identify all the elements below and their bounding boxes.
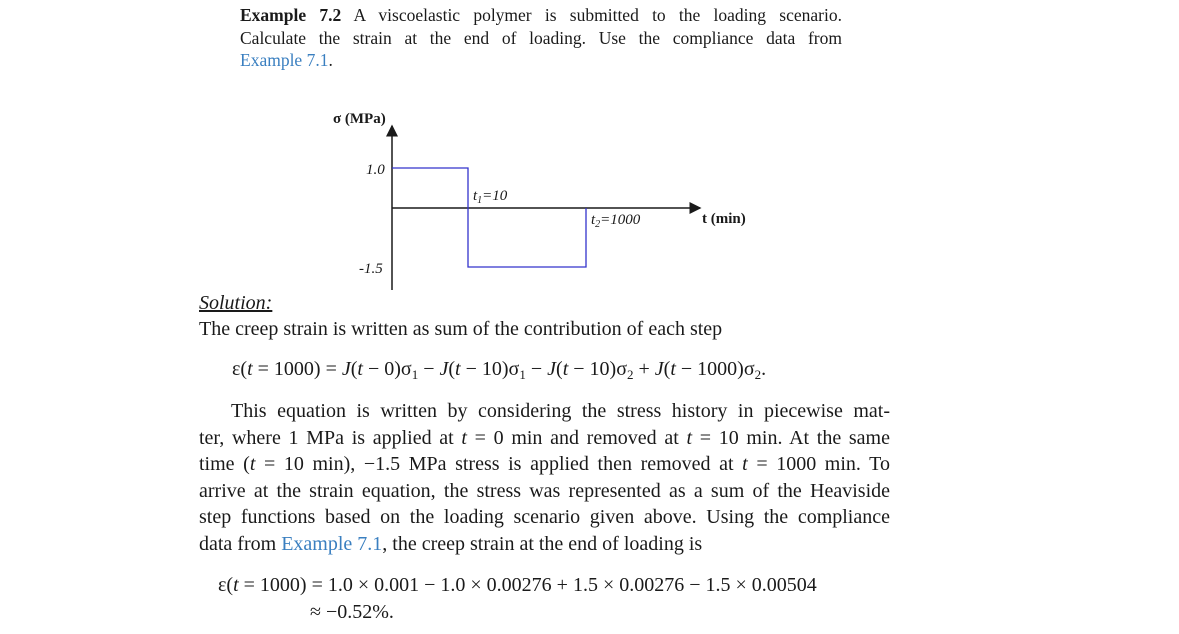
t1-label: [473, 188, 508, 206]
negative-stress-step: [468, 208, 586, 267]
eq1-part: − 1000)σ: [675, 358, 755, 380]
para-var: t: [742, 453, 748, 475]
example-7-1-link[interactable]: Example 7.1: [240, 50, 329, 70]
para-line-4: arrive at the strain equation, the stress was represented as a sum of the Heaviside: [199, 479, 890, 502]
eq1-part: .: [761, 358, 767, 380]
eq1-var: t: [357, 358, 363, 380]
t1-symbol: t: [473, 188, 478, 204]
positive-stress-step: [392, 168, 468, 208]
tick-label-bottom: -1.5: [359, 261, 383, 277]
eq1-part: − 0)σ: [362, 358, 412, 380]
x-axis-label: t (min): [702, 211, 746, 227]
eq1-part: ε(: [232, 358, 248, 380]
para-text: ter, where 1 MPa is applied at: [199, 426, 462, 449]
example-title: Example 7.2: [240, 5, 342, 25]
eq1-part: (: [663, 358, 671, 380]
para-text: = 10 min. At the same: [692, 426, 890, 449]
para-text: data from: [199, 532, 282, 555]
example-period: .: [328, 50, 333, 70]
t2-symbol: t: [591, 212, 596, 228]
eq1-part: = 1000) =: [252, 358, 342, 380]
eq1-part: −: [525, 358, 548, 380]
eq1-var: t: [562, 358, 569, 380]
eq2-part: ε(: [218, 574, 234, 596]
eq2-var: t: [233, 574, 239, 596]
y-axis-label: σ (MPa): [333, 111, 386, 127]
example-7-1-link[interactable]: Example 7.1: [281, 532, 383, 555]
para-text: , the creep strain at the end of loading is: [382, 532, 703, 555]
t2-label: [591, 212, 641, 230]
explanation-paragraph: [199, 398, 890, 557]
eq1-var: J: [654, 358, 664, 380]
eq1-subscript: 2: [754, 367, 762, 382]
eq1-subscript: 1: [519, 367, 526, 382]
example-line-2: Calculate the strain at the end of loading. Use the compliance data from: [240, 27, 842, 48]
para-line-1: This equation is written by considering the stress history in piecewise mat-: [231, 400, 890, 422]
para-var: t: [249, 453, 256, 475]
eq1-subscript: 2: [626, 367, 634, 382]
eq1-part: (: [448, 358, 456, 380]
eq1-var: J: [547, 358, 557, 380]
para-text: = 1000 min. To: [747, 453, 890, 475]
strain-result-equation: [218, 574, 817, 597]
eq2-part: = 1000) = 1.0 × 0.001 − 1.0 × 0.00276 + 1.5 × 0.00276 − 1.5 × 0.00504: [238, 574, 817, 596]
eq1-part: (: [350, 358, 358, 380]
eq1-part: (: [556, 358, 563, 380]
t2-subscript: 2: [595, 219, 601, 230]
t1-value: =10: [482, 188, 508, 204]
eq1-var: t: [670, 358, 676, 380]
strain-result-value: ≈ −0.52%.: [310, 601, 394, 623]
t1-subscript: 1: [477, 195, 483, 206]
eq1-var: t: [247, 358, 253, 380]
eq1-var: J: [439, 358, 449, 380]
eq1-var: J: [341, 358, 351, 380]
para-var: t: [686, 426, 693, 449]
creep-strain-equation: [232, 358, 766, 381]
para-line-3: [199, 451, 890, 478]
eq1-part: +: [633, 358, 655, 380]
para-var: t: [461, 426, 467, 449]
solution-heading: Solution:: [199, 292, 273, 314]
para-text: time (: [199, 453, 250, 475]
para-line-5: step functions based on the loading scenario given above. Using the compliance: [199, 506, 890, 528]
para-text: = 0 min and removed at: [466, 426, 687, 449]
eq1-subscript: 1: [411, 367, 419, 382]
solution-intro: The creep strain is written as sum of the contribution of each step: [199, 318, 723, 340]
t2-value: =1000: [600, 212, 641, 228]
eq1-part: −: [418, 358, 440, 380]
para-line-2: [199, 425, 890, 452]
eq1-part: − 10)σ: [460, 358, 520, 380]
loading-scenario-figure: [0, 0, 1179, 310]
example-text-1: A viscoelastic polymer is submitted to the loading scenario.: [353, 5, 842, 25]
para-text: = 10 min), −1.5 MPa stress is applied then removed at: [255, 453, 743, 475]
para-line-6: [199, 531, 890, 558]
tick-label-top: 1.0: [366, 162, 385, 178]
eq1-part: − 10)σ: [568, 358, 627, 380]
eq1-var: t: [455, 358, 461, 380]
